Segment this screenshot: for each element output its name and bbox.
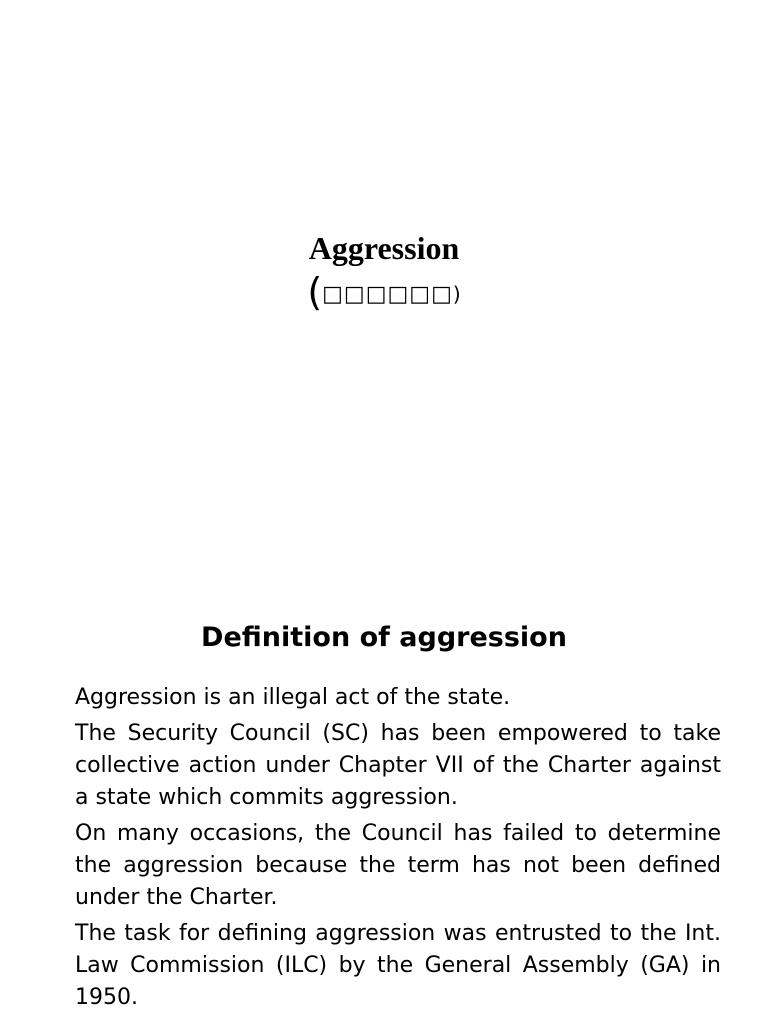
body-paragraph-2: The Security Council (SC) has been empowered to take collective action under Chapter VII of the Charter against a state which commits aggression. <box>75 721 721 810</box>
subtitle-close-paren: ) <box>452 282 461 306</box>
body-paragraph-4: The task for defining aggression was entrusted to the Int. Law Commission (ILC) by the General Assembly (GA) in 1950. <box>75 921 721 1010</box>
subtitle-open-paren: ( <box>307 270 323 314</box>
section-heading: Definition of aggression <box>201 622 567 653</box>
section-body <box>75 682 721 1018</box>
title-block <box>0 226 768 318</box>
body-paragraph-1: Aggression is an illegal act of the state. <box>75 685 511 710</box>
page-title: Aggression <box>308 230 460 266</box>
subtitle-missing-glyphs: □□□□□□ <box>322 282 453 307</box>
body-paragraph-3: On many occasions, the Council has failed to determine the aggression because the term has not been defined under the Charter. <box>75 821 721 910</box>
page-subtitle <box>0 270 768 318</box>
